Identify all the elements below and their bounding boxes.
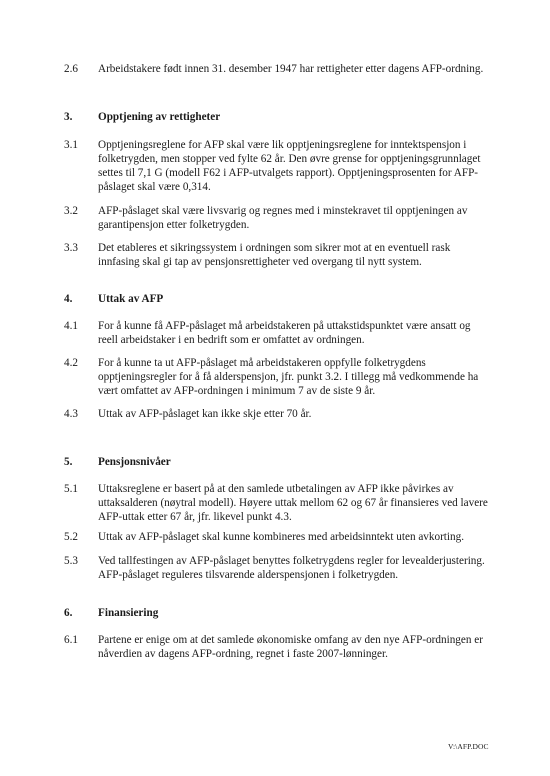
clause-number: 2.6 xyxy=(64,63,78,75)
clause-3-1 xyxy=(64,138,504,194)
clause-number: 3.3 xyxy=(64,242,78,254)
clause-number: 3.1 xyxy=(64,139,78,151)
clause-5-1 xyxy=(64,482,504,524)
clause-text: Uttak av AFP-påslaget skal kunne kombineres med arbeidsinntekt uten avkorting. xyxy=(98,531,465,543)
clause-number: 5.1 xyxy=(64,483,78,495)
section-number: 5. xyxy=(64,456,73,468)
clause-2-6 xyxy=(64,62,504,76)
clause-text: Uttaksreglene er basert på at den samlede utbetalingen av AFP ikke påvirkes av uttaksalderen (nøytral modell). Høyere uttak mellom 62 og 67 år finansieres ved lavere AFP-uttak etter 67 år, jfr. likevel punkt 4.3. xyxy=(98,483,488,523)
section-heading-3 xyxy=(64,110,504,124)
section-heading-4 xyxy=(64,292,504,306)
clause-number: 5.3 xyxy=(64,555,78,567)
clause-text: Det etableres et sikringssystem i ordningen som sikrer mot at en eventuell rask innfasing skal gi tap av pensjonsrettigheter ved overgang til nytt system. xyxy=(98,242,451,268)
clause-4-1 xyxy=(64,319,504,347)
clause-text: For å kunne ta ut AFP-påslaget må arbeidstakeren oppfylle folketrygdens opptjeningsregler for å få alderspensjon, jfr. punkt 3.2. I tillegg må vedkommende ha vært omfattet av AFP-ordningen i minimum 7 av de siste 9 år. xyxy=(98,357,479,397)
clause-text: For å kunne få AFP-påslaget må arbeidstakeren på uttakstidspunktet være ansatt og reell arbeidstaker i en bedrift som er omfattet av ordningen. xyxy=(98,320,471,346)
clause-3-3 xyxy=(64,241,504,269)
clause-number: 6.1 xyxy=(64,634,78,646)
clause-3-2 xyxy=(64,204,504,232)
section-title: Opptjening av rettigheter xyxy=(98,111,221,123)
section-number: 4. xyxy=(64,293,73,305)
clause-text: Partene er enige om at det samlede økonomiske omfang av den nye AFP-ordningen er nåverdien av dagens AFP-ordning, regnet i faste 2007-lønninger. xyxy=(98,634,483,660)
clause-number: 5.2 xyxy=(64,531,78,543)
clause-4-2 xyxy=(64,356,504,398)
clause-4-3 xyxy=(64,407,504,421)
clause-text: Opptjeningsreglene for AFP skal være lik opptjeningsreglene for inntektspensjon i folketrygden, men stopper ved fylte 62 år. Den øvre grense for opptjeningsgrunnlaget settes til 7,1 G (modell F62 i AFP-utvalgets rapport). Opptjeningsprosenten for AFP- påslaget skal være 0,314. xyxy=(98,139,481,193)
section-title: Uttak av AFP xyxy=(98,293,164,305)
section-heading-5 xyxy=(64,455,504,469)
file-path-footer: V:\AFP.DOC xyxy=(448,742,489,751)
clause-number: 4.2 xyxy=(64,357,78,369)
section-title: Pensjonsnivåer xyxy=(98,456,171,468)
section-number: 6. xyxy=(64,607,73,619)
section-number: 3. xyxy=(64,111,73,123)
clause-text: Ved tallfestingen av AFP-påslaget benyttes folketrygdens regler for levealderjustering. AFP-påslaget reguleres tilsvarende alderspensjonen i folketrygden. xyxy=(98,555,485,581)
clause-text: AFP-påslaget skal være livsvarig og regnes med i minstekravet til opptjeningen av garantipensjon etter folketrygden. xyxy=(98,205,468,231)
section-heading-6 xyxy=(64,606,504,620)
clause-5-3 xyxy=(64,554,504,582)
clause-number: 4.1 xyxy=(64,320,78,332)
clause-text: Arbeidstakere født innen 31. desember 1947 har rettigheter etter dagens AFP-ordning. xyxy=(98,63,484,75)
clause-number: 4.3 xyxy=(64,408,78,420)
section-title: Finansiering xyxy=(98,607,159,619)
clause-6-1 xyxy=(64,633,504,661)
clause-5-2 xyxy=(64,530,504,544)
clause-number: 3.2 xyxy=(64,205,78,217)
clause-text: Uttak av AFP-påslaget kan ikke skje etter 70 år. xyxy=(98,408,312,420)
